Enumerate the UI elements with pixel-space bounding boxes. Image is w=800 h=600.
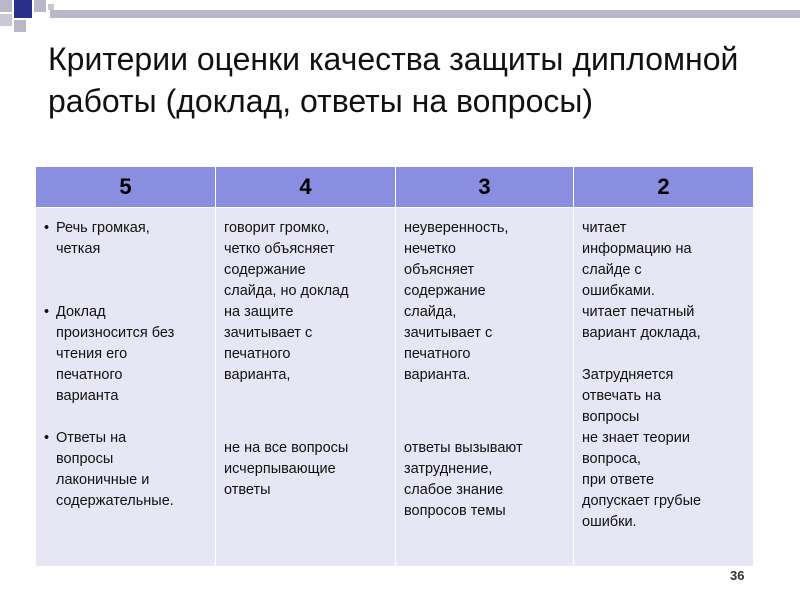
table-header-row: [36, 167, 754, 208]
grade-2-answers-text: Затрудняется отвечать на вопросы не знает теории вопроса, при ответе допускает грубые ошибки.: [582, 367, 702, 530]
criterion-speech: • Речь громкая, четкая: [44, 218, 209, 260]
grade-2-report-text: читает информацию на слайде с ошибками. читает печатный вариант доклада,: [582, 220, 701, 341]
page-number: 36: [730, 568, 745, 583]
grade-3-answers-text: ответы вызывают затруднение, слабое знание вопросов темы: [404, 440, 523, 519]
slide-title: Критерии оценки качества защиты дипломной работы (доклад, ответы на вопросы): [48, 41, 739, 119]
table-row: [36, 208, 754, 567]
grade-3-report-text: неуверенность, нечетко объясняет содержание слайда, зачитывает с печатного варианта.: [404, 220, 509, 383]
cell-grade-3: [396, 208, 574, 567]
header-grade-5: 5: [36, 167, 216, 208]
cell-grade-2: [574, 208, 754, 567]
cell-grade-4: [216, 208, 396, 567]
header-grade-4: 4: [216, 167, 396, 208]
decorative-header-bar: [0, 0, 800, 40]
header-grade-3: 3: [396, 167, 574, 208]
header-grade-2: 2: [574, 167, 754, 208]
criterion-answers: • Ответы на вопросы лаконичные и содержательные.: [44, 428, 209, 512]
grade-4-answers-text: не на все вопросы исчерпывающие ответы: [224, 440, 349, 498]
cell-grade-5: [36, 208, 216, 567]
grade-4-report-text: говорит громко, четко объясняет содержание слайда, но доклад на защите зачитывает с печатного варианта,: [224, 220, 349, 383]
criterion-report-delivery: • Доклад произносится без чтения его печатного варианта: [44, 302, 209, 407]
criteria-table: [35, 166, 754, 566]
